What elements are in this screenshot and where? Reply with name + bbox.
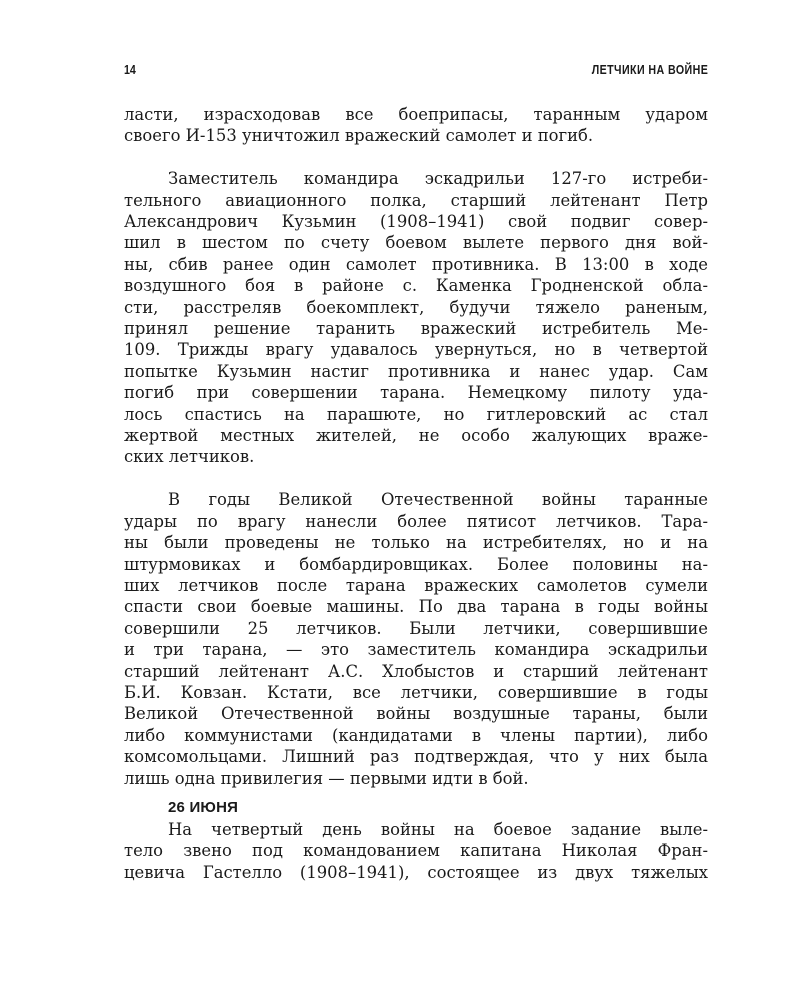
book-page	[124, 62, 708, 883]
text-line: 109. Трижды врагу удавалось увернуться, но в четвертой	[124, 340, 708, 360]
text-line: попытке Кузьмин настиг противника и нанес удар. Сам	[124, 361, 708, 381]
text-line: ших летчиков после тарана вражеских самолетов сумели	[124, 575, 708, 595]
text-line: погиб при совершении тарана. Немецкому пилоту уда-	[124, 383, 708, 403]
text-line: и три тарана, — это заместитель командира эскадрильи	[124, 640, 708, 660]
text-line: Б.И. Ковзан. Кстати, все летчики, совершившие в годы	[124, 682, 708, 702]
text-line: принял решение таранить вражеский истребитель Ме-	[124, 319, 708, 339]
text-line: Великой Отечественной войны воздушные тараны, были	[124, 704, 708, 724]
text-line: старший лейтенант А.С. Хлобыстов и старший лейтенант	[124, 661, 708, 681]
text-line: цевича Гастелло (1908–1941), состоящее из двух тяжелых	[124, 862, 708, 882]
paragraph	[124, 489, 708, 789]
text-line: лишь одна привилегия — первыми идти в бой.	[124, 768, 529, 788]
text-line: воздушного боя в районе с. Каменка Гродненской обла-	[124, 276, 708, 296]
text-line: ласти, израсходовав все боеприпасы, таранным ударом	[124, 105, 708, 124]
page-number: 14	[124, 62, 136, 77]
text-line: Заместитель командира эскадрильи 127-го истреби-	[168, 169, 708, 189]
text-line: тело звено под командованием капитана Николая Фран-	[124, 841, 708, 861]
text-line: ны, сбив ранее один самолет противника. В 13:00 в ходе	[124, 254, 708, 274]
paragraph	[124, 104, 708, 147]
paragraph	[124, 168, 708, 468]
text-line: тельного авиационного полка, старший лейтенант Петр	[124, 190, 708, 210]
paragraph	[124, 819, 708, 883]
text-line: лось спастись на парашюте, но гитлеровский ас стал	[124, 404, 708, 424]
running-title: ЛЕТЧИКИ НА ВОЙНЕ	[591, 62, 709, 77]
text-line: Александрович Кузьмин (1908–1941) свой подвиг совер-	[124, 212, 708, 232]
text-line: штурмовиках и бомбардировщиках. Более половины на-	[124, 554, 708, 574]
text-line: шил в шестом по счету боевом вылете первого дня вой-	[124, 233, 708, 253]
section-heading: 26 ИЮНЯ	[168, 798, 239, 816]
text-line: удары по врагу нанесли более пятисот летчиков. Тара-	[124, 511, 708, 531]
text-line: ны были проведены не только на истребителях, но и на	[124, 533, 708, 553]
text-line: На четвертый день войны на боевое задание выле-	[168, 819, 708, 839]
text-line: либо коммунистами (кандидатами в члены партии), либо	[124, 725, 708, 745]
text-line: сти, расстреляв боекомплект, будучи тяжело раненым,	[124, 297, 708, 317]
text-line: В годы Великой Отечественной войны таранные	[168, 490, 708, 510]
text-line: спасти свои боевые машины. По два тарана в годы войны	[124, 597, 708, 617]
running-header	[124, 62, 708, 82]
text-line: совершили 25 летчиков. Были летчики, совершившие	[124, 618, 708, 638]
body-text	[124, 104, 708, 883]
text-line: жертвой местных жителей, не особо жалующих враже-	[124, 426, 708, 446]
text-line: своего И-153 уничтожил вражеский самолет и погиб.	[124, 126, 594, 146]
text-line: ских летчиков.	[124, 447, 255, 467]
text-line: комсомольцами. Лишний раз подтверждая, что у них была	[124, 747, 708, 767]
